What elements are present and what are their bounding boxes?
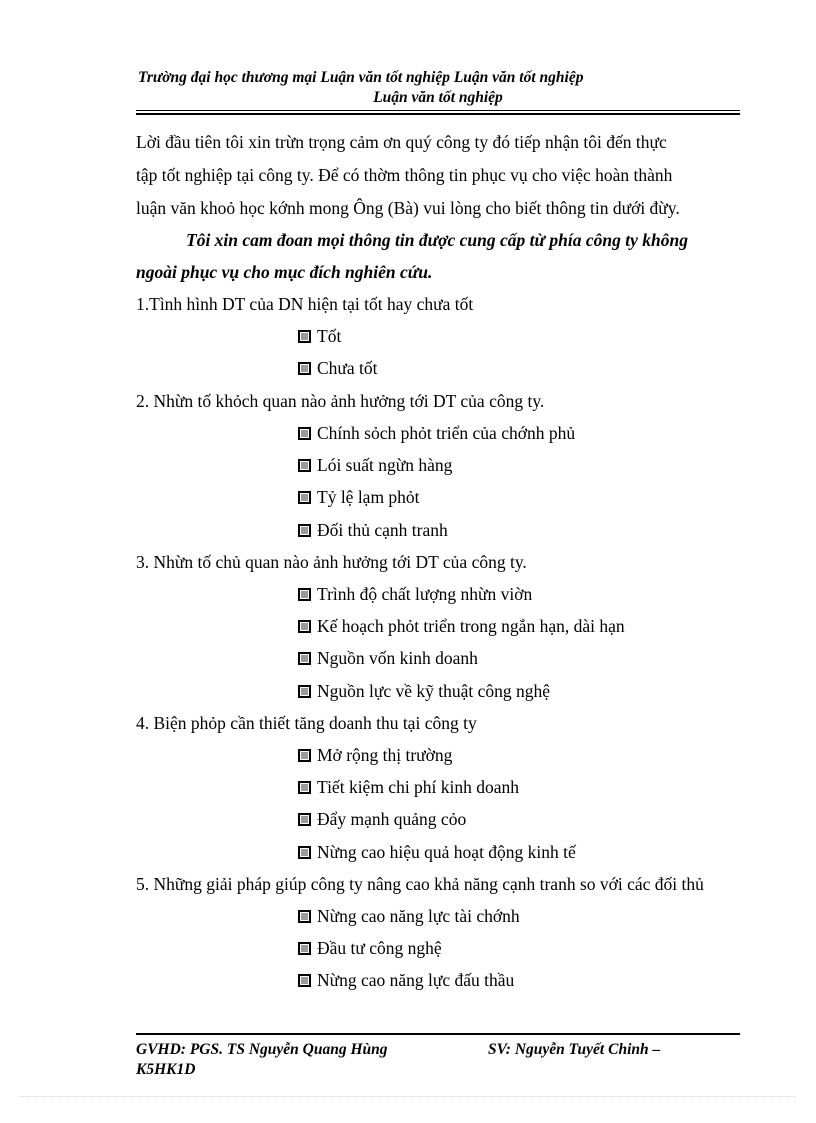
intro-line-2: tập tốt nghiệp tại công ty. Để có thờm thông tin phục vụ cho việc hoàn thành <box>136 165 673 185</box>
header-line-2: Luận văn tốt nghiệp <box>373 89 503 106</box>
option-q3-4[interactable] <box>298 681 550 702</box>
checkbox-icon[interactable] <box>298 524 311 537</box>
page-header <box>136 68 740 108</box>
option-q4-3[interactable] <box>298 809 466 830</box>
option-q4-4[interactable] <box>298 842 576 863</box>
footer-student: SV: Nguyễn Tuyết Chinh – <box>488 1041 661 1058</box>
question-3: 3. Nhừn tố chủ quan nào ảnh hưởng tới DT của công ty. <box>136 552 527 572</box>
option-label: Đẩy mạnh quảng cỏo <box>317 809 467 829</box>
option-q1-1[interactable] <box>298 326 341 347</box>
option-q5-1[interactable] <box>298 906 520 927</box>
checkbox-icon[interactable] <box>298 749 311 762</box>
commitment-line-1: Tôi xin cam đoan mọi thông tin được cung cấp từ phía công ty không <box>186 230 688 250</box>
option-q3-3[interactable] <box>298 648 478 669</box>
checkbox-icon[interactable] <box>298 588 311 601</box>
option-label: Nừng cao hiệu quả hoạt động kinh tế <box>317 842 576 862</box>
checkbox-icon[interactable] <box>298 974 311 987</box>
question-1: 1.Tình hình DT của DN hiện tại tốt hay chưa tốt <box>136 294 474 314</box>
option-q5-2[interactable] <box>298 938 442 959</box>
checkbox-icon[interactable] <box>298 362 311 375</box>
option-label: Trình độ chất lượng nhừn viờn <box>317 584 533 604</box>
question-2: 2. Nhừn tố khỏch quan nào ảnh hưởng tới DT của công ty. <box>136 391 545 411</box>
option-q2-3[interactable] <box>298 487 420 508</box>
option-q4-1[interactable] <box>298 745 452 766</box>
option-label: Chưa tốt <box>317 358 378 378</box>
option-q3-1[interactable] <box>298 584 532 605</box>
intro-line-3: luận văn khoỏ học kớnh mong Ông (Bà) vui lòng cho biết thông tin dưới đừy. <box>136 198 680 218</box>
footer-class-code: K5HK1D <box>136 1061 196 1078</box>
question-4: 4. Biện phỏp cần thiết tăng doanh thu tại công ty <box>136 713 477 733</box>
header-rule-thick <box>136 113 740 115</box>
option-label: Tốt <box>317 326 342 346</box>
footer-rule <box>136 1033 740 1035</box>
option-label: Đối thủ cạnh tranh <box>317 520 448 540</box>
checkbox-icon[interactable] <box>298 781 311 794</box>
commitment-line-2: ngoài phục vụ cho mục đích nghiên cứu. <box>136 262 433 282</box>
option-label: Nừng cao năng lực tài chớnh <box>317 906 520 926</box>
question-5: 5. Những giải pháp giúp công ty nâng cao khả năng cạnh tranh so với các đối thủ <box>136 874 704 894</box>
option-label: Tiết kiệm chi phí kinh doanh <box>317 777 520 797</box>
checkbox-icon[interactable] <box>298 459 311 472</box>
option-q2-4[interactable] <box>298 520 448 541</box>
header-line-1: Trường đại học thương mại Luận văn tốt nghiệp Luận văn tốt nghiệp <box>138 69 584 86</box>
option-label: Nừng cao năng lực đấu thầu <box>317 970 515 990</box>
option-label: Kế hoạch phỏt triển trong ngắn hạn, dài hạn <box>317 616 625 636</box>
page-bottom-divider <box>20 1096 796 1097</box>
option-q2-2[interactable] <box>298 455 452 476</box>
option-q1-2[interactable] <box>298 358 378 379</box>
option-label: Nguồn lực về kỹ thuật công nghệ <box>317 681 551 701</box>
option-label: Lói suất ngừn hàng <box>317 455 453 475</box>
option-label: Chính sỏch phỏt triển của chớnh phủ <box>317 423 576 443</box>
option-label: Mở rộng thị trường <box>317 745 453 765</box>
option-q2-1[interactable] <box>298 423 575 444</box>
option-q3-2[interactable] <box>298 616 625 637</box>
option-label: Nguồn vốn kinh doanh <box>317 648 478 668</box>
checkbox-icon[interactable] <box>298 942 311 955</box>
checkbox-icon[interactable] <box>298 491 311 504</box>
option-q4-2[interactable] <box>298 777 519 798</box>
option-label: Đầu tư công nghệ <box>317 938 442 958</box>
checkbox-icon[interactable] <box>298 685 311 698</box>
header-rule-thin <box>136 110 740 111</box>
footer-advisor: GVHD: PGS. TS Nguyễn Quang Hùng <box>136 1041 388 1058</box>
checkbox-icon[interactable] <box>298 652 311 665</box>
checkbox-icon[interactable] <box>298 813 311 826</box>
checkbox-icon[interactable] <box>298 427 311 440</box>
intro-line-1: Lời đầu tiên tôi xin trừn trọng cảm ơn quý công ty đó tiếp nhận tôi đến thực <box>136 132 667 152</box>
checkbox-icon[interactable] <box>298 330 311 343</box>
checkbox-icon[interactable] <box>298 846 311 859</box>
option-label: Tỷ lệ lạm phỏt <box>317 487 420 507</box>
checkbox-icon[interactable] <box>298 620 311 633</box>
option-q5-3[interactable] <box>298 970 514 991</box>
checkbox-icon[interactable] <box>298 910 311 923</box>
